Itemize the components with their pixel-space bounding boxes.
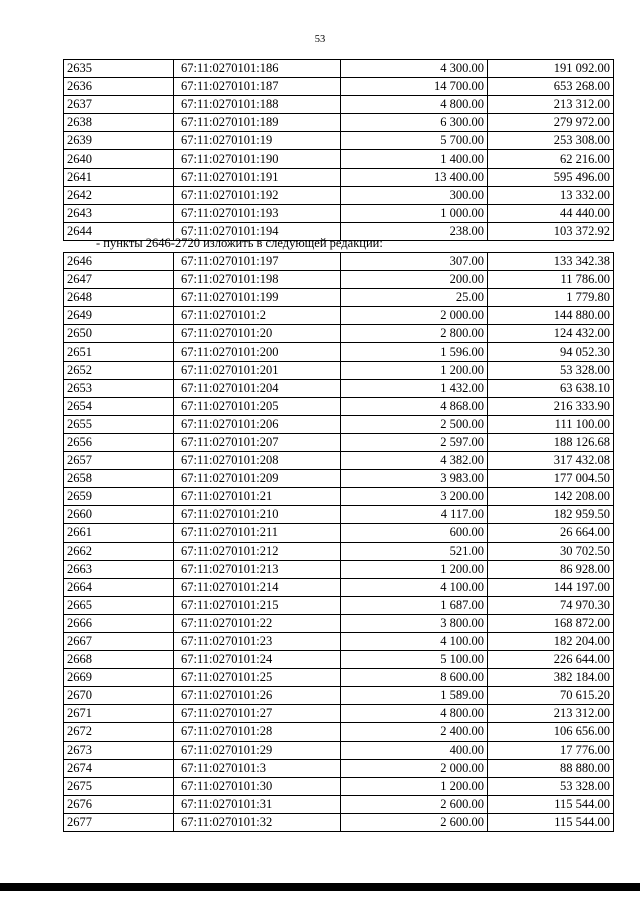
table-row <box>64 813 614 831</box>
area-cell: 1 200.00 <box>341 777 488 795</box>
cost-cell: 144 197.00 <box>488 578 614 596</box>
area-cell: 2 000.00 <box>341 307 488 325</box>
area-cell: 2 600.00 <box>341 795 488 813</box>
table-body <box>64 60 614 241</box>
cadastral-number-cell: 67:11:0270101:188 <box>174 96 341 114</box>
table-row <box>64 150 614 168</box>
cost-cell: 26 664.00 <box>488 524 614 542</box>
cost-cell: 53 328.00 <box>488 361 614 379</box>
area-cell: 5 100.00 <box>341 651 488 669</box>
area-cell: 4 868.00 <box>341 397 488 415</box>
table-row <box>64 96 614 114</box>
item-number-cell: 2655 <box>64 415 174 433</box>
cost-cell: 168 872.00 <box>488 614 614 632</box>
table-row <box>64 795 614 813</box>
item-number-cell: 2658 <box>64 470 174 488</box>
cadastral-number-cell: 67:11:0270101:25 <box>174 669 341 687</box>
cadastral-number-cell: 67:11:0270101:194 <box>174 222 341 240</box>
table-row <box>64 168 614 186</box>
table-row <box>64 253 614 271</box>
cost-cell: 86 928.00 <box>488 560 614 578</box>
cadastral-number-cell: 67:11:0270101:210 <box>174 506 341 524</box>
item-number-cell: 2664 <box>64 578 174 596</box>
item-number-cell: 2642 <box>64 186 174 204</box>
area-cell: 4 117.00 <box>341 506 488 524</box>
cost-cell: 382 184.00 <box>488 669 614 687</box>
cadastral-number-cell: 67:11:0270101:30 <box>174 777 341 795</box>
item-number-cell: 2652 <box>64 361 174 379</box>
table-row <box>64 379 614 397</box>
cost-cell: 182 204.00 <box>488 632 614 650</box>
table-body <box>64 253 614 832</box>
cadastral-number-cell: 67:11:0270101:23 <box>174 632 341 650</box>
cadastral-number-cell: 67:11:0270101:204 <box>174 379 341 397</box>
item-number-cell: 2669 <box>64 669 174 687</box>
cadastral-number-cell: 67:11:0270101:207 <box>174 433 341 451</box>
cost-cell: 53 328.00 <box>488 777 614 795</box>
item-number-cell: 2638 <box>64 114 174 132</box>
cadastral-number-cell: 67:11:0270101:19 <box>174 132 341 150</box>
table-row <box>64 687 614 705</box>
item-number-cell: 2650 <box>64 325 174 343</box>
area-cell: 400.00 <box>341 741 488 759</box>
cadastral-number-cell: 67:11:0270101:32 <box>174 813 341 831</box>
item-number-cell: 2644 <box>64 222 174 240</box>
item-number-cell: 2639 <box>64 132 174 150</box>
cadastral-number-cell: 67:11:0270101:200 <box>174 343 341 361</box>
cost-cell: 11 786.00 <box>488 271 614 289</box>
cost-cell: 74 970.30 <box>488 596 614 614</box>
item-number-cell: 2660 <box>64 506 174 524</box>
cost-cell: 62 216.00 <box>488 150 614 168</box>
item-number-cell: 2670 <box>64 687 174 705</box>
cost-cell: 1 779.80 <box>488 289 614 307</box>
table-row <box>64 325 614 343</box>
table-row <box>64 723 614 741</box>
table-row <box>64 433 614 451</box>
item-number-cell: 2635 <box>64 60 174 78</box>
area-cell: 1 200.00 <box>341 560 488 578</box>
area-cell: 3 800.00 <box>341 614 488 632</box>
area-cell: 5 700.00 <box>341 132 488 150</box>
cadastral-number-cell: 67:11:0270101:215 <box>174 596 341 614</box>
cost-cell: 70 615.20 <box>488 687 614 705</box>
table-row <box>64 705 614 723</box>
table-row <box>64 204 614 222</box>
table-row <box>64 271 614 289</box>
area-cell: 300.00 <box>341 186 488 204</box>
table-row <box>64 741 614 759</box>
area-cell: 8 600.00 <box>341 669 488 687</box>
item-number-cell: 2661 <box>64 524 174 542</box>
area-cell: 14 700.00 <box>341 78 488 96</box>
table-row <box>64 669 614 687</box>
table-row <box>64 524 614 542</box>
cadastral-number-cell: 67:11:0270101:27 <box>174 705 341 723</box>
cadastral-table-top <box>63 59 614 241</box>
item-number-cell: 2643 <box>64 204 174 222</box>
cadastral-number-cell: 67:11:0270101:192 <box>174 186 341 204</box>
area-cell: 13 400.00 <box>341 168 488 186</box>
cadastral-number-cell: 67:11:0270101:199 <box>174 289 341 307</box>
area-cell: 2 400.00 <box>341 723 488 741</box>
item-number-cell: 2640 <box>64 150 174 168</box>
item-number-cell: 2654 <box>64 397 174 415</box>
item-number-cell: 2671 <box>64 705 174 723</box>
footer-bar <box>0 883 640 891</box>
item-number-cell: 2675 <box>64 777 174 795</box>
cadastral-number-cell: 67:11:0270101:31 <box>174 795 341 813</box>
table-row <box>64 578 614 596</box>
item-number-cell: 2668 <box>64 651 174 669</box>
table-row <box>64 78 614 96</box>
item-number-cell: 2641 <box>64 168 174 186</box>
area-cell: 1 432.00 <box>341 379 488 397</box>
item-number-cell: 2656 <box>64 433 174 451</box>
item-number-cell: 2647 <box>64 271 174 289</box>
cadastral-number-cell: 67:11:0270101:187 <box>174 78 341 96</box>
cost-cell: 595 496.00 <box>488 168 614 186</box>
cost-cell: 216 333.90 <box>488 397 614 415</box>
cost-cell: 142 208.00 <box>488 488 614 506</box>
cost-cell: 279 972.00 <box>488 114 614 132</box>
item-number-cell: 2666 <box>64 614 174 632</box>
item-number-cell: 2674 <box>64 759 174 777</box>
cost-cell: 133 342.38 <box>488 253 614 271</box>
cost-cell: 103 372.92 <box>488 222 614 240</box>
item-number-cell: 2676 <box>64 795 174 813</box>
table-row <box>64 307 614 325</box>
cost-cell: 213 312.00 <box>488 705 614 723</box>
item-number-cell: 2636 <box>64 78 174 96</box>
cadastral-number-cell: 67:11:0270101:212 <box>174 542 341 560</box>
table-row <box>64 452 614 470</box>
cost-cell: 106 656.00 <box>488 723 614 741</box>
area-cell: 307.00 <box>341 253 488 271</box>
cadastral-table-bottom <box>63 252 614 832</box>
table-row <box>64 60 614 78</box>
cost-cell: 30 702.50 <box>488 542 614 560</box>
cadastral-number-cell: 67:11:0270101:29 <box>174 741 341 759</box>
cadastral-number-cell: 67:11:0270101:193 <box>174 204 341 222</box>
cost-cell: 44 440.00 <box>488 204 614 222</box>
cost-cell: 191 092.00 <box>488 60 614 78</box>
table-row <box>64 343 614 361</box>
area-cell: 1 400.00 <box>341 150 488 168</box>
cadastral-number-cell: 67:11:0270101:208 <box>174 452 341 470</box>
area-cell: 600.00 <box>341 524 488 542</box>
cadastral-number-cell: 67:11:0270101:205 <box>174 397 341 415</box>
area-cell: 200.00 <box>341 271 488 289</box>
cost-cell: 182 959.50 <box>488 506 614 524</box>
cadastral-number-cell: 67:11:0270101:201 <box>174 361 341 379</box>
item-number-cell: 2665 <box>64 596 174 614</box>
cost-cell: 213 312.00 <box>488 96 614 114</box>
cost-cell: 253 308.00 <box>488 132 614 150</box>
table-row <box>64 759 614 777</box>
table-row <box>64 186 614 204</box>
item-number-cell: 2646 <box>64 253 174 271</box>
cadastral-number-cell: 67:11:0270101:198 <box>174 271 341 289</box>
cost-cell: 226 644.00 <box>488 651 614 669</box>
page-number: 53 <box>314 34 326 45</box>
area-cell: 4 100.00 <box>341 578 488 596</box>
area-cell: 3 983.00 <box>341 470 488 488</box>
area-cell: 2 000.00 <box>341 759 488 777</box>
item-number-cell: 2667 <box>64 632 174 650</box>
item-number-cell: 2657 <box>64 452 174 470</box>
area-cell: 3 200.00 <box>341 488 488 506</box>
table-row <box>64 114 614 132</box>
area-cell: 4 800.00 <box>341 705 488 723</box>
cost-cell: 115 544.00 <box>488 795 614 813</box>
cadastral-number-cell: 67:11:0270101:3 <box>174 759 341 777</box>
cost-cell: 177 004.50 <box>488 470 614 488</box>
cadastral-number-cell: 67:11:0270101:189 <box>174 114 341 132</box>
cadastral-number-cell: 67:11:0270101:190 <box>174 150 341 168</box>
table-row <box>64 488 614 506</box>
area-cell: 2 600.00 <box>341 813 488 831</box>
amendment-note: - пункты 2646-2720 изложить в следующей редакции: <box>96 236 383 250</box>
cadastral-number-cell: 67:11:0270101:211 <box>174 524 341 542</box>
cost-cell: 17 776.00 <box>488 741 614 759</box>
table-row <box>64 361 614 379</box>
cadastral-number-cell: 67:11:0270101:213 <box>174 560 341 578</box>
area-cell: 25.00 <box>341 289 488 307</box>
cadastral-number-cell: 67:11:0270101:22 <box>174 614 341 632</box>
item-number-cell: 2649 <box>64 307 174 325</box>
area-cell: 1 589.00 <box>341 687 488 705</box>
cost-cell: 124 432.00 <box>488 325 614 343</box>
area-cell: 4 100.00 <box>341 632 488 650</box>
cadastral-number-cell: 67:11:0270101:209 <box>174 470 341 488</box>
cost-cell: 317 432.08 <box>488 452 614 470</box>
cost-cell: 144 880.00 <box>488 307 614 325</box>
area-cell: 2 597.00 <box>341 433 488 451</box>
item-number-cell: 2651 <box>64 343 174 361</box>
cadastral-number-cell: 67:11:0270101:191 <box>174 168 341 186</box>
table-row <box>64 614 614 632</box>
cadastral-number-cell: 67:11:0270101:197 <box>174 253 341 271</box>
table-row <box>64 397 614 415</box>
cadastral-number-cell: 67:11:0270101:24 <box>174 651 341 669</box>
table-row <box>64 289 614 307</box>
table-row <box>64 132 614 150</box>
area-cell: 1 000.00 <box>341 204 488 222</box>
table-row <box>64 560 614 578</box>
item-number-cell: 2653 <box>64 379 174 397</box>
cost-cell: 63 638.10 <box>488 379 614 397</box>
area-cell: 521.00 <box>341 542 488 560</box>
table-row <box>64 596 614 614</box>
table-row <box>64 542 614 560</box>
cadastral-number-cell: 67:11:0270101:26 <box>174 687 341 705</box>
area-cell: 1 200.00 <box>341 361 488 379</box>
cost-cell: 88 880.00 <box>488 759 614 777</box>
table-row <box>64 415 614 433</box>
area-cell: 6 300.00 <box>341 114 488 132</box>
cadastral-number-cell: 67:11:0270101:28 <box>174 723 341 741</box>
area-cell: 238.00 <box>341 222 488 240</box>
table-row <box>64 470 614 488</box>
cadastral-number-cell: 67:11:0270101:206 <box>174 415 341 433</box>
item-number-cell: 2662 <box>64 542 174 560</box>
cadastral-number-cell: 67:11:0270101:2 <box>174 307 341 325</box>
cost-cell: 94 052.30 <box>488 343 614 361</box>
area-cell: 4 382.00 <box>341 452 488 470</box>
area-cell: 2 800.00 <box>341 325 488 343</box>
area-cell: 4 800.00 <box>341 96 488 114</box>
cost-cell: 115 544.00 <box>488 813 614 831</box>
item-number-cell: 2673 <box>64 741 174 759</box>
cost-cell: 13 332.00 <box>488 186 614 204</box>
cadastral-number-cell: 67:11:0270101:21 <box>174 488 341 506</box>
cadastral-number-cell: 67:11:0270101:20 <box>174 325 341 343</box>
cost-cell: 188 126.68 <box>488 433 614 451</box>
item-number-cell: 2659 <box>64 488 174 506</box>
item-number-cell: 2648 <box>64 289 174 307</box>
table-row <box>64 777 614 795</box>
area-cell: 1 596.00 <box>341 343 488 361</box>
item-number-cell: 2637 <box>64 96 174 114</box>
cadastral-number-cell: 67:11:0270101:186 <box>174 60 341 78</box>
table-row <box>64 506 614 524</box>
table-row <box>64 632 614 650</box>
table-row <box>64 651 614 669</box>
area-cell: 1 687.00 <box>341 596 488 614</box>
cost-cell: 111 100.00 <box>488 415 614 433</box>
area-cell: 2 500.00 <box>341 415 488 433</box>
area-cell: 4 300.00 <box>341 60 488 78</box>
cadastral-number-cell: 67:11:0270101:214 <box>174 578 341 596</box>
cost-cell: 653 268.00 <box>488 78 614 96</box>
item-number-cell: 2672 <box>64 723 174 741</box>
item-number-cell: 2677 <box>64 813 174 831</box>
item-number-cell: 2663 <box>64 560 174 578</box>
